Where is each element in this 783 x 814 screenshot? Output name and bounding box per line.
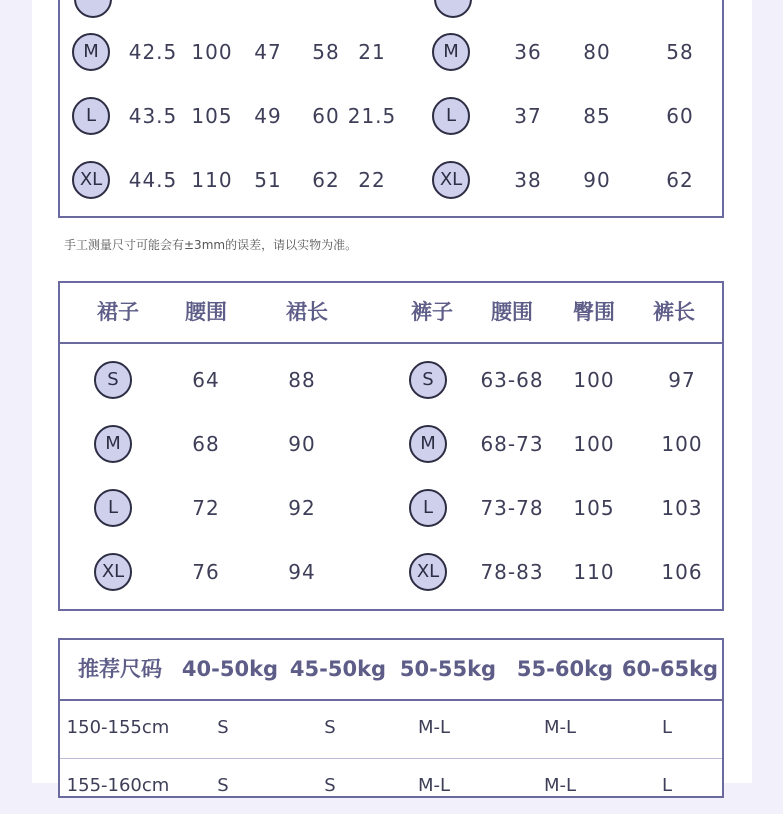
- table-cell: 94: [288, 560, 316, 584]
- table-cell: 43.5: [128, 104, 178, 128]
- size-badge: M: [94, 425, 132, 463]
- table-cell: M-L: [543, 717, 577, 738]
- header-hip: 臀围: [573, 300, 615, 324]
- table-cell: 49: [254, 104, 282, 128]
- header-skirt-length: 裙长: [286, 300, 328, 324]
- table-cell: 72: [192, 496, 220, 520]
- table-cell: 64: [192, 368, 220, 392]
- table-row: [60, 758, 722, 814]
- table-cell: 90: [583, 168, 611, 192]
- size-badge: L: [94, 489, 132, 527]
- table-cell: 21: [358, 40, 386, 64]
- table-cell: 47: [254, 40, 282, 64]
- table-cell: 97: [668, 368, 696, 392]
- size-badge: XL: [94, 553, 132, 591]
- table-cell: 38: [514, 168, 542, 192]
- table-cell: 90: [288, 432, 316, 456]
- table-cell: 68-73: [480, 432, 544, 456]
- table-cell: 62: [312, 168, 340, 192]
- bottoms-size-table: [58, 281, 724, 611]
- table-cell: 36: [514, 40, 542, 64]
- table-cell: 58: [666, 40, 694, 64]
- table-cell: L: [661, 717, 673, 738]
- table-cell: 68: [192, 432, 220, 456]
- size-badge: XL: [432, 161, 470, 199]
- table-cell: 100: [661, 432, 703, 456]
- table-cell: M-L: [417, 775, 451, 796]
- table-cell: 51: [254, 168, 282, 192]
- table-cell: 100: [573, 432, 615, 456]
- size-badge-partial: [434, 0, 472, 18]
- table-row: [60, 540, 722, 604]
- table-row: [60, 348, 722, 412]
- header-recommend: 推荐尺码: [78, 657, 162, 681]
- header-weight: 40-50kg: [181, 657, 279, 681]
- table-cell: 58: [312, 40, 340, 64]
- table-cell: L: [661, 775, 673, 796]
- size-badge: S: [94, 361, 132, 399]
- header-pants: 裤子: [411, 300, 453, 324]
- table-cell: 44.5: [128, 168, 178, 192]
- table-row: [60, 148, 722, 212]
- table-cell: 105: [191, 104, 233, 128]
- table-cell: S: [217, 717, 229, 738]
- table-cell: S: [324, 775, 336, 796]
- table-row: [60, 700, 722, 756]
- divider: [60, 342, 722, 344]
- table-row: [60, 84, 722, 148]
- table-cell: 63-68: [480, 368, 544, 392]
- table-cell: 60: [312, 104, 340, 128]
- size-badge: L: [409, 489, 447, 527]
- height-cell: 150-155cm: [66, 717, 170, 738]
- table-cell: 60: [666, 104, 694, 128]
- recommend-size-table: [58, 638, 724, 798]
- table-cell: 21.5: [347, 104, 397, 128]
- table-cell: S: [324, 717, 336, 738]
- size-badge: XL: [72, 161, 110, 199]
- header-waist: 腰围: [491, 300, 533, 324]
- table-row: [60, 476, 722, 540]
- size-badge: M: [72, 33, 110, 71]
- measurement-note: 手工测量尺寸可能会有±3mm的误差，请以实物为准。: [64, 238, 358, 252]
- table-cell: 100: [191, 40, 233, 64]
- size-badge: M: [432, 33, 470, 71]
- table-cell: 80: [583, 40, 611, 64]
- height-cell: 155-160cm: [66, 775, 170, 796]
- size-badge: M: [409, 425, 447, 463]
- table-cell: 78-83: [480, 560, 544, 584]
- table-row: [60, 412, 722, 476]
- table-cell: M-L: [543, 775, 577, 796]
- header-weight: 60-65kg: [621, 657, 719, 681]
- table-cell: 37: [514, 104, 542, 128]
- size-chart-page: [32, 0, 752, 796]
- tops-size-table: [58, 0, 724, 218]
- size-badge: L: [72, 97, 110, 135]
- header-waist: 腰围: [185, 300, 227, 324]
- size-badge-partial: [74, 0, 112, 18]
- table-cell: 88: [288, 368, 316, 392]
- table-cell: 62: [666, 168, 694, 192]
- table-cell: 42.5: [128, 40, 178, 64]
- table-cell: M-L: [417, 717, 451, 738]
- header-skirt: 裙子: [97, 300, 139, 324]
- table-cell: 106: [661, 560, 703, 584]
- size-badge: S: [409, 361, 447, 399]
- table-row: [60, 20, 722, 84]
- table-cell: 103: [661, 496, 703, 520]
- table-cell: 92: [288, 496, 316, 520]
- table-cell: 110: [191, 168, 233, 192]
- header-weight: 55-60kg: [516, 657, 614, 681]
- table-cell: 100: [573, 368, 615, 392]
- size-badge: XL: [409, 553, 447, 591]
- table-cell: 22: [358, 168, 386, 192]
- table-cell: 73-78: [480, 496, 544, 520]
- table-cell: 110: [573, 560, 615, 584]
- table-cell: 85: [583, 104, 611, 128]
- header-weight: 45-50kg: [289, 657, 387, 681]
- size-badge: L: [432, 97, 470, 135]
- header-pants-length: 裤长: [653, 300, 695, 324]
- table-cell: 76: [192, 560, 220, 584]
- header-weight: 50-55kg: [399, 657, 497, 681]
- table-cell: S: [217, 775, 229, 796]
- table-cell: 105: [573, 496, 615, 520]
